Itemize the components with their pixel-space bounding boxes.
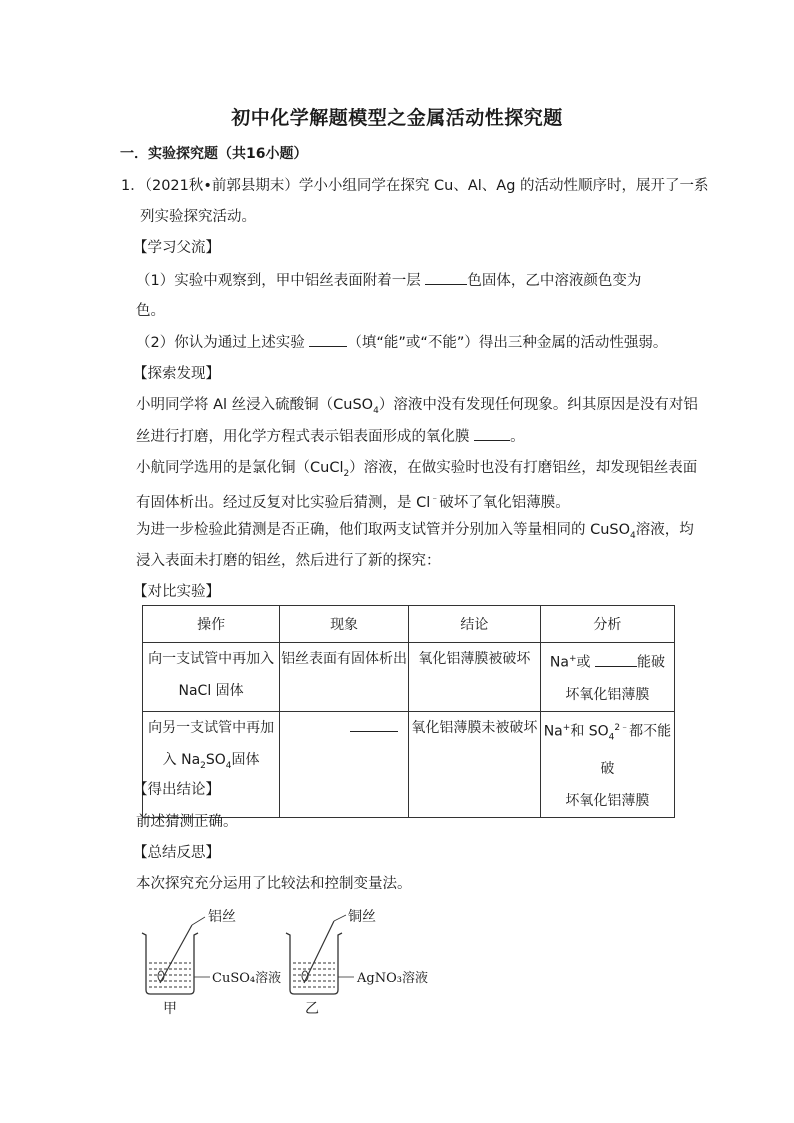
- table-cell: 氧化铝薄膜被破坏: [408, 643, 540, 712]
- comparison-table: [142, 605, 675, 818]
- beaker-a: [142, 917, 210, 994]
- summary-text: 本次探究充分运用了比较法和控制变量法。: [136, 876, 412, 892]
- question-part-2: （2）你认为通过上述实验 （填“能”或“不能”）得出三种金属的活动性强弱。: [136, 332, 667, 353]
- table-row: [143, 643, 675, 712]
- beaker-b-label: 乙: [305, 1001, 319, 1017]
- beaker-b: [286, 915, 354, 994]
- table-cell: 向一支试管中再加入 NaCl 固体: [143, 643, 280, 712]
- experiment-figure: [130, 905, 450, 1020]
- table-header-cell: 分析: [540, 606, 674, 643]
- paragraph-line: 丝进行打磨，用化学方程式表示铝表面形成的氧化膜 。: [136, 426, 525, 447]
- wire-b-label: 铜丝: [348, 909, 376, 925]
- answer-blank: [595, 652, 637, 667]
- question-part-1-cont: 色。: [136, 303, 165, 319]
- page-title: 初中化学解题模型之金属活动性探究题: [231, 107, 563, 129]
- result-text: 前述猜测正确。: [136, 814, 238, 830]
- table-cell: 铝丝表面有固体析出: [280, 643, 409, 712]
- table-row: [143, 711, 675, 817]
- table-header-row: [143, 606, 675, 643]
- solution-b-label: AgNO₃溶液: [357, 971, 428, 986]
- section-heading: 一．实验探究题（共16小题）: [120, 146, 308, 162]
- wire-b: [304, 921, 334, 983]
- wire-a-label: 铝丝: [208, 909, 236, 925]
- question-part-1: （1）实验中观察到，甲中铝丝表面附着一层 色固体，乙中溶液颜色变为: [136, 270, 641, 291]
- subheading-summary: 【总结反思】: [133, 845, 220, 861]
- subheading-compare: 【对比实验】: [133, 584, 220, 600]
- subheading-discover: 【探索发现】: [133, 366, 220, 382]
- paragraph-line: 有固体析出。经过反复对比实验后猜测，是 Cl﹣破坏了氧化铝薄膜。: [136, 494, 570, 511]
- paragraph-line: 浸入表面未打磨的铝丝，然后进行了新的探究：: [136, 553, 441, 569]
- table-cell: Na+或 能破 坏氧化铝薄膜: [540, 643, 674, 712]
- table-cell: [280, 711, 409, 817]
- question-line: 列实验探究活动。: [140, 209, 256, 225]
- table-header-cell: 操作: [143, 606, 280, 643]
- solution-a-label: CuSO₄溶液: [212, 971, 282, 986]
- table-header-cell: 现象: [280, 606, 409, 643]
- table-cell: 向另一支试管中再加 入 $Na_2SO_4$固体: [143, 711, 280, 817]
- answer-blank: [309, 332, 347, 347]
- question-line: 1．（2021秋•前郭县期末）学小小组同学在探究 Cu、Al、Ag 的活动性顺序时，展开了一系: [121, 178, 709, 194]
- paragraph-line: 小明同学将 Al 丝浸入硫酸铜（CuSO$_4$）溶液中没有发现任何现象。纠其原因是没有对铝: [136, 397, 698, 416]
- paragraph-line: 为进一步检验此猜测是否正确，他们取两支试管并分别加入等量相同的 CuSO$_4$溶液，均: [136, 522, 694, 541]
- answer-blank: [350, 717, 398, 732]
- table-header-cell: 结论: [408, 606, 540, 643]
- table-cell: Na+和 $SO_4^{2﹣}$都不能破 坏氧化铝薄膜: [540, 711, 674, 817]
- paragraph-line: 小航同学选用的是氯化铜（CuCl$_2$）溶液，在做实验时也没有打磨铝丝，却发现铝丝表面: [136, 460, 698, 479]
- answer-blank: [425, 270, 467, 285]
- subheading-exchange: 【学习父流】: [133, 240, 220, 256]
- answer-blank: [474, 426, 510, 441]
- wire-a: [160, 925, 192, 983]
- beaker-a-label: 甲: [163, 1001, 177, 1017]
- table-cell: 氧化铝薄膜未被破坏: [408, 711, 540, 817]
- subheading-result: 【得出结论】: [133, 782, 220, 798]
